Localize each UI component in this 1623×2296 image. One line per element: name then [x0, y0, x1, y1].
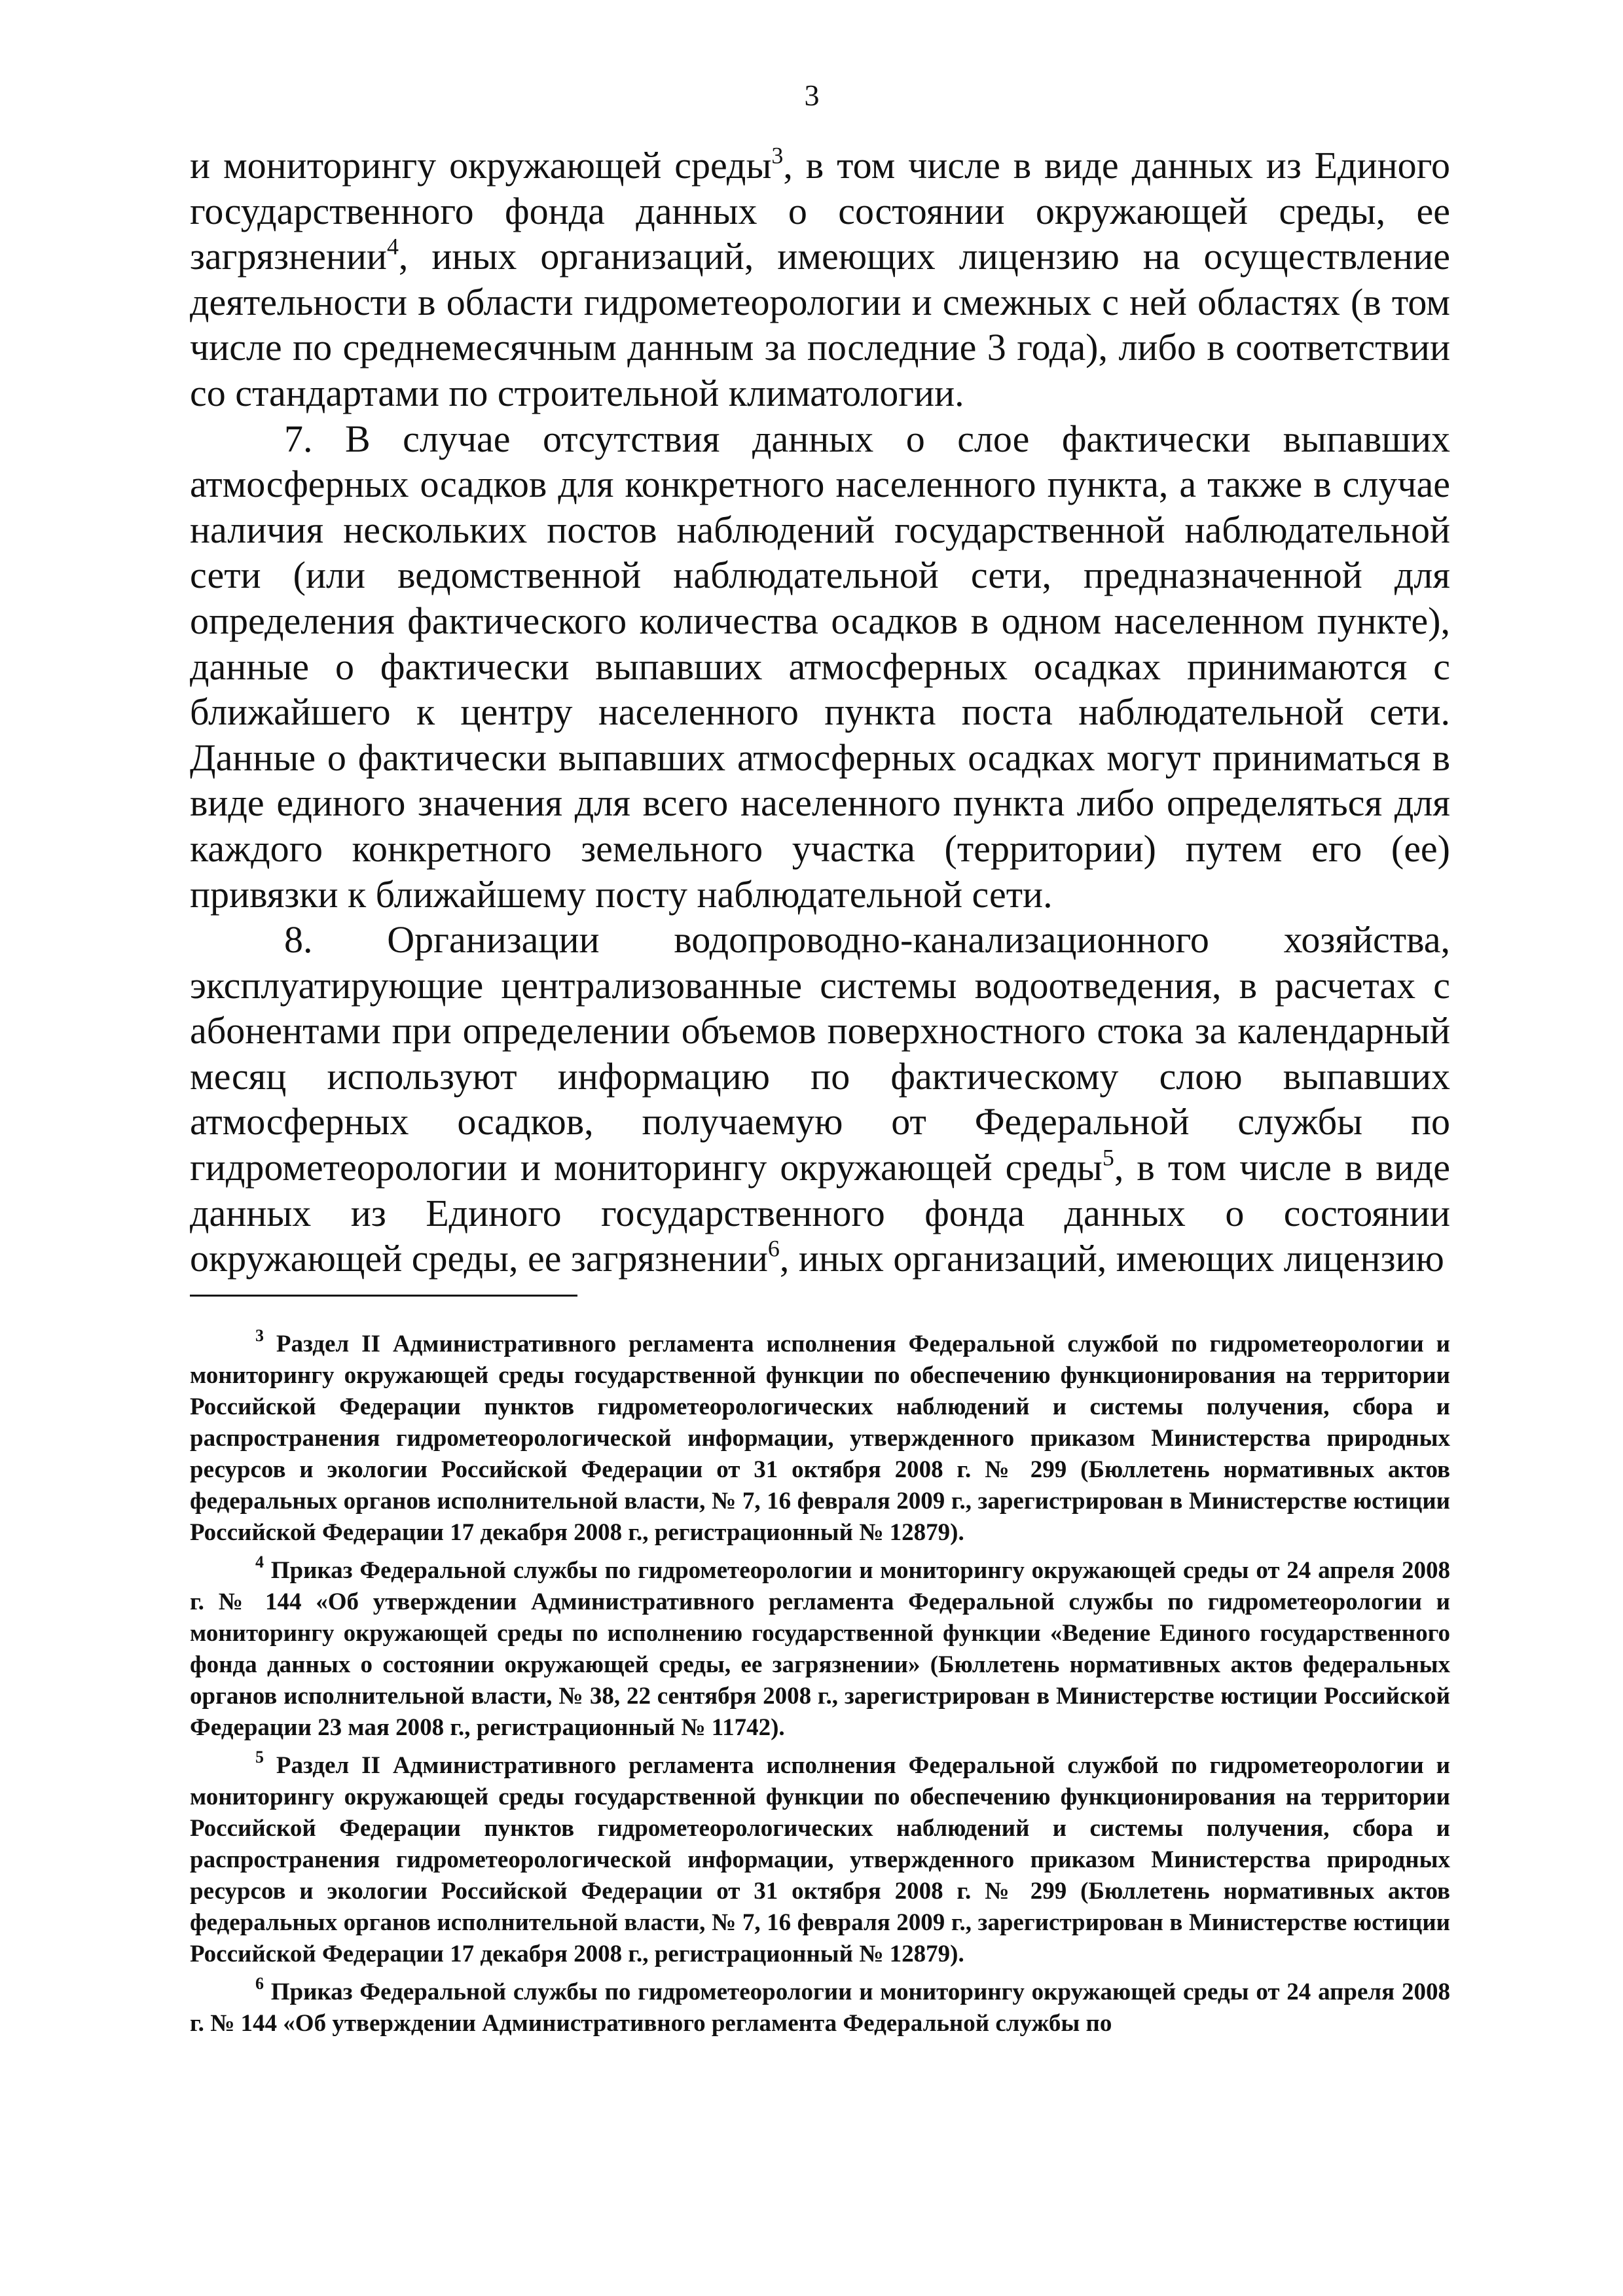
footnote-4 [190, 1552, 1450, 1744]
footnote-ref: 5 [1102, 1144, 1114, 1171]
footnote-mark: 5 [255, 1747, 264, 1767]
footnote-3 [190, 1325, 1450, 1549]
footnote-6 [190, 1973, 1450, 2039]
paragraph-text: , в том числе в виде данных из Единого государственного фонда данных о состоянии окружающей среды, ее загрязнении [190, 1146, 1450, 1280]
footnote-ref: 4 [386, 233, 399, 260]
paragraph-8 [190, 917, 1450, 1282]
footnote-ref: 3 [771, 142, 784, 169]
footnote-text: Приказ Федеральной службы по гидрометеорологии и мониторингу окружающей среды от 24 апреля 2008 г. № 144 «Об утверждении Административного регламента Федеральной службы по гидрометеорологии и мониторингу окружающей среды по исполнению государственной функции «Ведение Единого государственного фонда данных о состоянии окружающей среды, ее загрязнении» (Бюллетень нормативных актов федеральных органов исполнительной власти, № 38, 22 сентября 2008 г., зарегистрирован в Министерстве юстиции Российской Федерации 23 мая 2008 г., регистрационный № 11742). [190, 1557, 1450, 1741]
footnote-5 [190, 1747, 1450, 1970]
page-number: 3 [804, 79, 820, 112]
paragraph-7: 7. В случае отсутствия данных о слое фактически выпавших атмосферных осадков для конкретного населенного пункта, а также в случае наличия нескольких постов наблюдений государственной наблюдательной сети (или ведомственной наблюдательной сети, предназначенной для определения фактического количества осадков в одном населенном пункте), данные о фактически выпавших атмосферных осадках принимаются с ближайшего к центру населенного пункта поста наблюдательной сети. Данные о фактически выпавших атмосферных осадках могут приниматься в виде единого значения для всего населенного пункта либо определяться для каждого конкретного земельного участка (территории) путем его (ее) привязки к ближайшему посту наблюдательной сети. [190, 417, 1450, 916]
paragraph-continuation [190, 143, 1450, 416]
footnote-separator [190, 1295, 577, 1297]
footnote-ref: 6 [767, 1235, 780, 1262]
footnote-text: Раздел II Административного регламента исполнения Федеральной службой по гидрометеорологии и мониторингу окружающей среды государственной функции по обеспечению функционирования на территории Российской Федерации пунктов гидрометеорологических наблюдений и системы получения, сбора и распространения гидрометеорологической информации, утвержденного приказом Министерства природных ресурсов и экологии Российской Федерации от 31 октября 2008 г. № 299 (Бюллетень нормативных актов федеральных органов исполнительной власти, № 7, 16 февраля 2009 г., зарегистрирован в Министерстве юстиции Российской Федерации 17 декабря 2008 г., регистрационный № 12879). [190, 1331, 1450, 1546]
footnote-mark: 4 [255, 1552, 264, 1571]
main-text [190, 143, 1450, 1282]
footnote-text: Раздел II Административного регламента исполнения Федеральной службой по гидрометеорологии и мониторингу окружающей среды государственной функции по обеспечению функционирования на территории Российской Федерации пунктов гидрометеорологических наблюдений и системы получения, сбора и распространения гидрометеорологической информации, утвержденного приказом Министерства природных ресурсов и экологии Российской Федерации от 31 октября 2008 г. № 299 (Бюллетень нормативных актов федеральных органов исполнительной власти, № 7, 16 февраля 2009 г., зарегистрирован в Министерстве юстиции Российской Федерации 17 декабря 2008 г., регистрационный № 12879). [190, 1752, 1450, 1967]
paragraph-text: , иных организаций, имеющих лицензию [779, 1237, 1444, 1280]
paragraph-text: и мониторингу окружающей среды [190, 144, 772, 187]
footnote-text: Приказ Федеральной службы по гидрометеорологии и мониторингу окружающей среды от 24 апреля 2008 г. № 144 «Об утверждении Административного регламента Федеральной службы по [190, 1979, 1450, 2037]
footnotes [190, 1325, 1450, 2046]
footnote-mark: 6 [255, 1973, 264, 1993]
paragraph-text: , в том числе в виде данных из Единого государственного фонда данных о состоянии окружающей среды, ее загрязнении [190, 144, 1450, 278]
paragraph-text: 8. Организации водопроводно-канализационного хозяйства, эксплуатирующие централизованные системы водоотведения, в расчетах с абонентами при определении объемов поверхностного стока за календарный месяц используют информацию по фактическому слою выпавших атмосферных осадков, получаемую от Федеральной службы по гидрометеорологии и мониторингу окружающей среды [190, 918, 1450, 1189]
footnote-mark: 3 [255, 1325, 264, 1345]
paragraph-text: , иных организаций, имеющих лицензию на осуществление деятельности в области гидрометеорологии и смежных с ней областях (в том числе по среднемесячным данным за последние 3 года), либо в соответствии со стандартами по строительной климатологии. [190, 235, 1450, 414]
